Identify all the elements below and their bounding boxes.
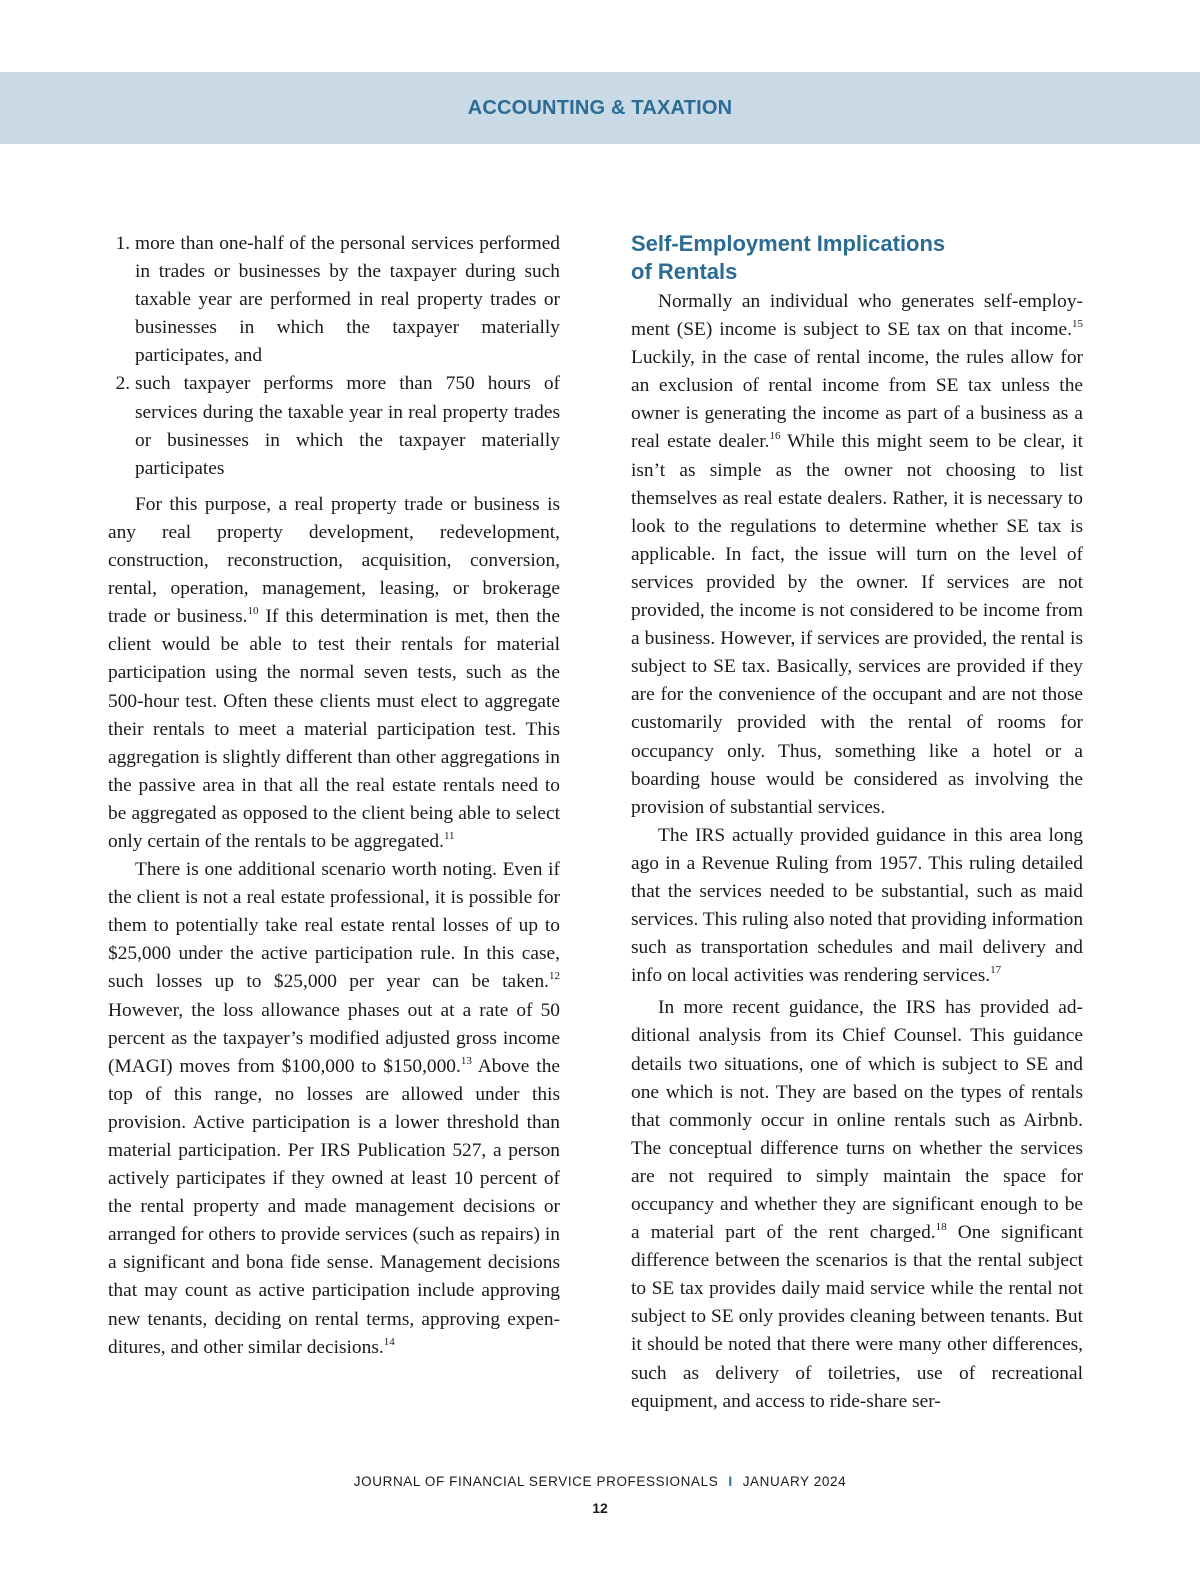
paragraph-text: If this determination is met, then the client would be able to test their rentals for material participation using the normal seven tests, such as the 500-hour test. Often these clients must elect to aggregate their rentals to meet a material participation test. This aggregation is slightly different than other aggregations in the passive area in that all the real estate rentals need to be aggregated as opposed to the client being able to select only certain of the rentals to be aggregated. <box>108 606 560 852</box>
heading-line: of Rentals <box>631 259 738 284</box>
body-paragraph <box>108 491 560 856</box>
paragraph-text: However, the loss allowance phases out at a rate of 50 percent as the taxpayer’s modified adjusted gross income (MAGI) moves from $100,000 to $150,000. <box>108 999 560 1077</box>
paragraph-text: Normally an individual who generates self-employment (SE) income is subject to SE tax on that income. <box>631 291 1083 341</box>
paragraph-text: Luckily, in the case of rental income, the rules allow for an exclusion of rental income from SE tax unless the owner is generating the income as part of a business as a real estate dealer. <box>631 347 1083 453</box>
list-item: 1. more than one-half of the personal services performed in trades or businesses by the taxpayer during such taxable year are performed in real property trades or businesses in which the taxpayer materially participates, and <box>135 230 560 370</box>
journal-name: JOURNAL OF FINANCIAL SERVICE PROFESSIONALS <box>353 1474 719 1489</box>
body-paragraph <box>631 822 1083 991</box>
footnote-ref: 15 <box>1072 318 1083 331</box>
requirements-list <box>108 230 560 483</box>
heading-line: Self-Employment Implications <box>631 231 946 256</box>
issue-date: JANUARY 2024 <box>742 1474 847 1489</box>
footnote-ref: 11 <box>443 829 455 842</box>
paragraph-text: The IRS actually provided guidance in this area long ago in a Revenue Ruling from 1957. This ruling detailed that the services needed to be substantial, such as maid services. This ruling also noted that providing information such as transportation schedules and mail delivery and info on local activities was rendering services. <box>631 824 1084 987</box>
paragraph-text: There is one additional scenario worth noting. Even if the client is not a real estate professional, it is possible for them to potentially take real estate rental losses of up to $25,000 under the active participation rule. In this case, such losses up to $25,000 per year can be taken. <box>108 859 560 993</box>
footnote-ref: 14 <box>383 1335 395 1348</box>
paragraph-text: While this might seem to be clear, it isn’t as simple as the owner not choosing to list themselves as real estate dealers. Rather, it is necessary to look to the regulations to determine whether SE tax is applicable. In fact, the issue will turn on the level of services provided by the owner. If services are not provided, the income is not considered to be income from a business. However, if services are provided, the rental is subject to SE tax. Basically, services are provided if they are for the convenience of the occupant and are not those customarily provided with the rental of rooms for occupancy only. Thus, something like a hotel or a boarding house would be considered as involving the provision of substantial services. <box>631 431 1084 818</box>
footnote-ref: 12 <box>549 970 560 983</box>
footnote-ref: 18 <box>935 1221 947 1234</box>
paragraph-text: One significant difference between the scenarios is that the rental subject to SE tax provides daily maid service while the rental not subject to SE only provides cleaning between tenants. But it should be noted that there were many other differences, such as delivery of toiletries, use of recreational equipment, and access to ride-share ser- <box>631 1222 1083 1412</box>
footnote-ref: 17 <box>990 964 1002 977</box>
paragraph-text: In more recent guidance, the IRS has provided additional analysis from its Chief Counsel. This guidance details two situations, one of which is subject to SE and one which is not. They are based on the types of rentals that commonly occur in online rentals such as Airbnb. The conceptual difference turns on whether the services are not required to simply maintain the space for occupancy and whether they are significant enough to be a material part of the rent charged. <box>631 997 1083 1244</box>
footnote-ref: 13 <box>460 1054 472 1067</box>
paragraph-text: For this purpose, a real property trade or business is any real property development, redevelopment, construction, reconstruction, acquisition, conversion, rental, operation, management, leasing, or brokerage trade or business. <box>108 493 560 628</box>
body-paragraph <box>631 994 1083 1415</box>
paragraph-text: Above the top of this range, no losses are allowed under this provision. Active participation is a lower threshold than material participation. Per IRS Publication 527, a person actively participates if they owned at least 10 percent of the rental property and made management decisions or arranged for others to provide services (such as repairs) in a significant and bona fide sense. Management decisions that may count as active participation include approving new tenants, deciding on rental terms, approving expenditures, and other similar decisions. <box>108 1055 560 1358</box>
section-heading <box>631 230 1083 286</box>
section-label: ACCOUNTING & TAXATION <box>467 96 733 119</box>
body-paragraph <box>631 288 1083 822</box>
footer-separator: I <box>728 1474 733 1489</box>
footnote-ref: 16 <box>769 430 781 443</box>
right-column <box>631 230 1083 1416</box>
left-column <box>108 230 560 1362</box>
body-paragraph <box>108 856 560 1362</box>
footnote-ref: 10 <box>247 605 259 618</box>
section-header-band <box>0 72 1200 144</box>
page-footer <box>0 1474 1200 1489</box>
list-item: 2. such taxpayer performs more than 750 hours of services during the taxable year in real property trades or businesses in which the taxpayer materially participates <box>135 370 560 482</box>
page-number: 12 <box>592 1500 608 1516</box>
